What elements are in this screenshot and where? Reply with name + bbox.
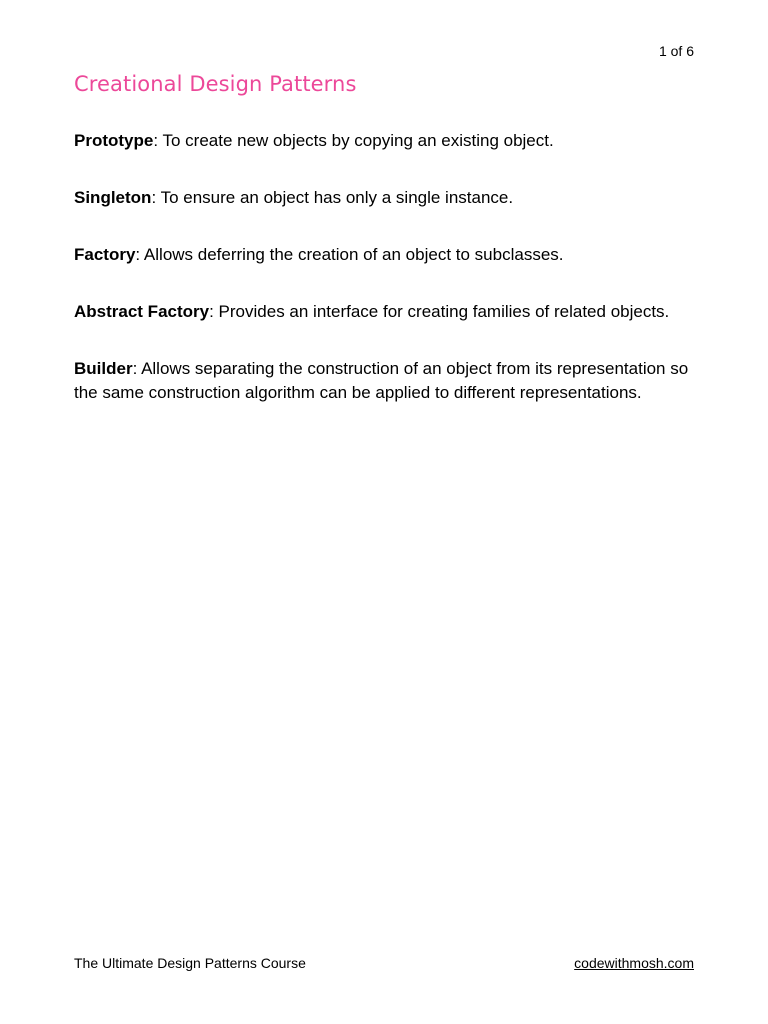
pattern-definition: : To create new objects by copying an existing object. [153,131,554,150]
pattern-definition: : Provides an interface for creating families of related objects. [209,302,670,321]
pattern-list [74,129,696,438]
page-title: Creational Design Patterns [74,72,357,96]
pattern-entry-builder [74,357,696,405]
pattern-term: Factory [74,245,136,264]
pattern-entry-singleton [74,186,696,210]
footer-site-link[interactable]: codewithmosh.com [574,955,694,971]
pattern-entry-abstract-factory [74,300,696,324]
page-number: 1 of 6 [658,43,694,59]
pattern-term: Prototype [74,131,154,150]
footer-course-name: The Ultimate Design Patterns Course [74,955,306,971]
pattern-definition: : Allows deferring the creation of an object to subclasses. [135,245,564,264]
pattern-term: Abstract Factory [74,302,210,321]
pattern-entry-factory [74,243,696,267]
pattern-entry-prototype [74,129,696,153]
pattern-definition: : Allows separating the construction of an object from its representation so the same construction algorithm can be applied to different representations. [74,359,689,402]
pattern-term: Builder [74,359,133,378]
pattern-term: Singleton [74,188,152,207]
pattern-definition: : To ensure an object has only a single instance. [151,188,514,207]
